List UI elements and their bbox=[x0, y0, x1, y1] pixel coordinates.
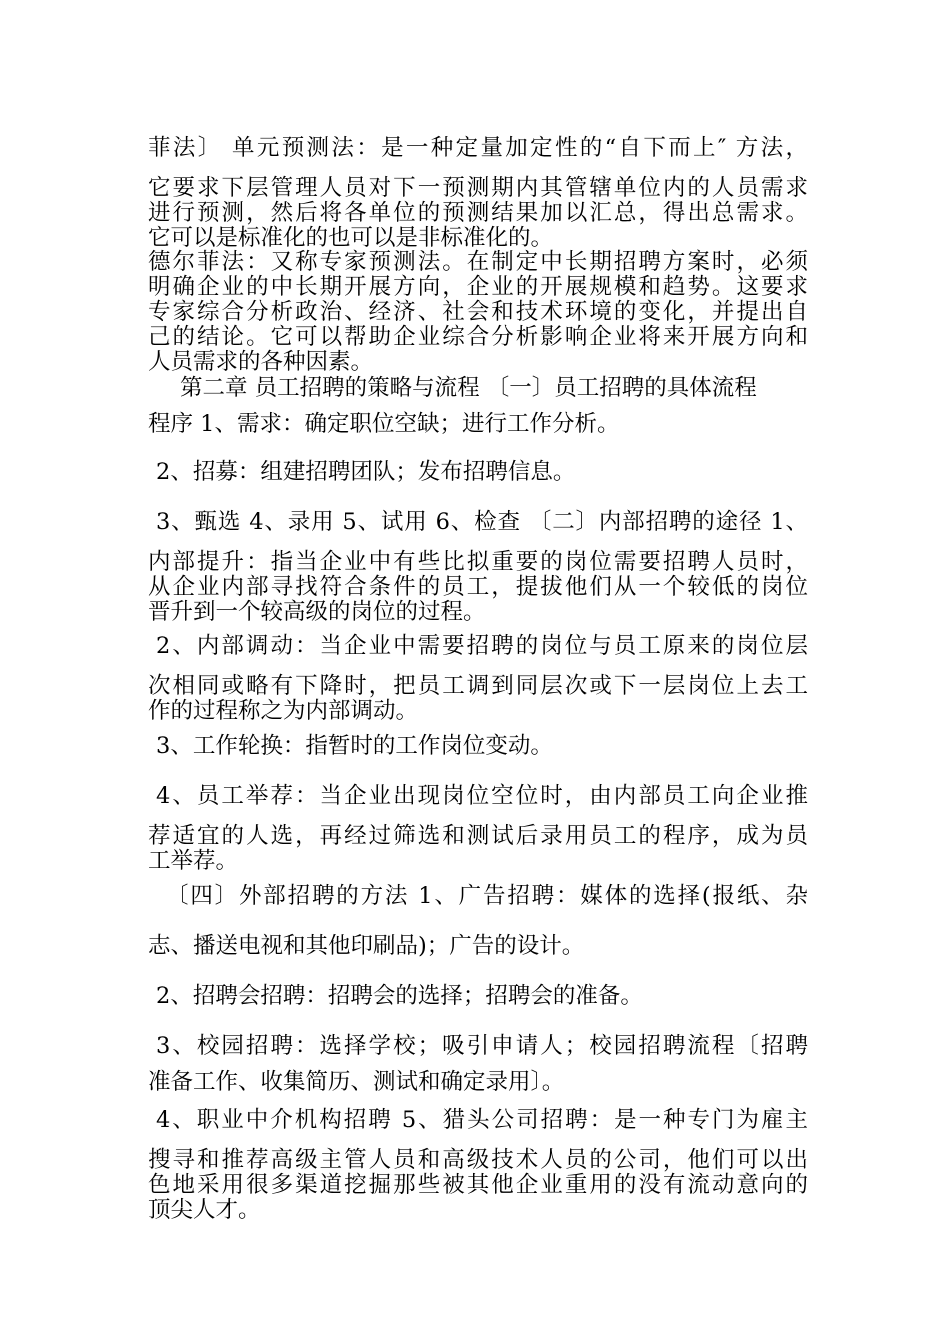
text-line: 4、员工举荐：当企业出现岗位空位时，由内部员工向企业推 bbox=[156, 783, 808, 809]
text-line: 3、甄选 4、录用 5、试用 6、检查 〔二〕内部招聘的途径 1、 bbox=[156, 509, 808, 535]
text-line: 4、职业中介机构招聘 5、猎头公司招聘：是一种专门为雇主 bbox=[156, 1107, 808, 1133]
text-line: 3、校园招聘：选择学校；吸引申请人；校园招聘流程〔招聘 bbox=[156, 1033, 808, 1059]
text-line: 程序 1、需求：确定职位空缺；进行工作分析。 bbox=[148, 411, 620, 437]
text-line: 荐适宜的人选，再经过筛选和测试后录用员工的程序，成为员 bbox=[148, 823, 808, 849]
text-line: 次相同或略有下降时，把员工调到同层次或下一层岗位上去工 bbox=[148, 673, 808, 699]
text-line: 晋升到一个较高级的岗位的过程。 bbox=[148, 599, 486, 625]
text-line: 内部提升：指当企业中有些比拟重要的岗位需要招聘人员时， bbox=[148, 549, 808, 575]
text-line: 明确企业的中长期开展方向，企业的开展规模和趋势。这要求 bbox=[148, 274, 808, 300]
text-line: 从企业内部寻找符合条件的员工，提拔他们从一个较低的岗位 bbox=[148, 574, 808, 600]
text-line: 德尔菲法：又称专家预测法。在制定中长期招聘方案时，必须 bbox=[148, 249, 808, 275]
text-line: 进行预测，然后将各单位的预测结果加以汇总，得出总需求。 bbox=[148, 200, 808, 226]
chapter-heading: 第二章 员工招聘的策略与流程 〔一〕员工招聘的具体流程 bbox=[180, 375, 757, 401]
text-line: 它可以是标准化的也可以是非标准化的。 bbox=[148, 225, 554, 251]
text-line: 搜寻和推荐高级主管人员和高级技术人员的公司，他们可以出 bbox=[148, 1147, 808, 1173]
text-line: 志、播送电视和其他印刷品)；广告的设计。 bbox=[148, 933, 585, 959]
text-line: 2、招聘会招聘：招聘会的选择；招聘会的准备。 bbox=[156, 983, 643, 1009]
text-line: 2、招募：组建招聘团队；发布招聘信息。 bbox=[156, 459, 576, 485]
text-line: 人员需求的各种因素。 bbox=[148, 349, 374, 375]
text-line: 工举荐。 bbox=[148, 848, 239, 874]
paragraph bbox=[148, 674, 808, 724]
text-line: 〔四〕外部招聘的方法 1、广告招聘：媒体的选择(报纸、杂 bbox=[166, 883, 808, 909]
paragraph bbox=[148, 550, 808, 625]
text-line: 准备工作、收集简历、测试和确定录用〕。 bbox=[148, 1069, 565, 1095]
text-line: 专家综合分析政治、经济、社会和技术环境的变化，并提出自 bbox=[148, 299, 808, 325]
text-line: 它要求下层管理人员对下一预测期内其管辖单位内的人员需求 bbox=[148, 175, 808, 201]
paragraph bbox=[148, 1148, 808, 1223]
text-line: 顶尖人才。 bbox=[148, 1197, 261, 1223]
text-line: 3、工作轮换：指暂时的工作岗位变动。 bbox=[156, 733, 553, 759]
text-line: 2、内部调动：当企业中需要招聘的岗位与员工原来的岗位层 bbox=[156, 633, 808, 659]
paragraph bbox=[148, 176, 808, 251]
text-line: 色地采用很多渠道挖掘那些被其他企业重用的没有流动意向的 bbox=[148, 1172, 808, 1198]
text-line: 菲法〕 单元预测法：是一种定量加定性的“自下而上″ 方法， bbox=[148, 135, 808, 161]
paragraph bbox=[148, 824, 808, 874]
text-line: 作的过程称之为内部调动。 bbox=[148, 698, 419, 724]
paragraph bbox=[148, 250, 808, 375]
text-line: 己的结论。它可以帮助企业综合分析影响企业将来开展方向和 bbox=[148, 324, 808, 350]
